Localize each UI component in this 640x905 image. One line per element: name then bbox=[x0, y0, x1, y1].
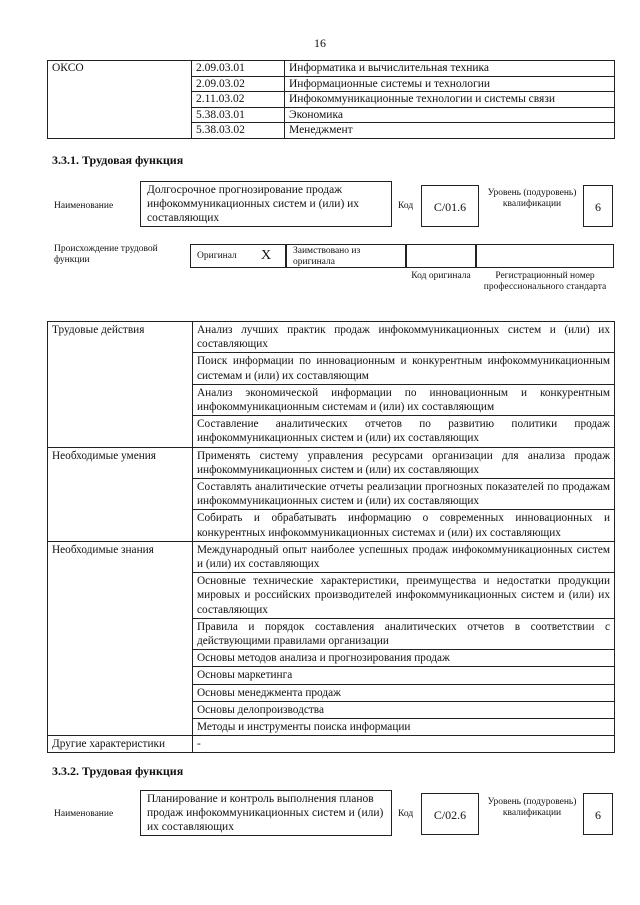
function-name-value: Долгосрочное прогнозирование продаж инфокоммуникационных систем и (или) их составляющих bbox=[147, 184, 360, 224]
reg-number-box bbox=[476, 244, 614, 268]
level-box bbox=[583, 185, 613, 227]
original-box bbox=[190, 244, 286, 268]
code-box bbox=[421, 185, 479, 227]
borrowed-box bbox=[286, 244, 406, 268]
function-name-box bbox=[140, 181, 392, 227]
page-number: 16 bbox=[314, 36, 326, 50]
category-label: Необходимые умения bbox=[48, 447, 193, 541]
labor-action: Поиск информации по инновационным и конкурентным инфокоммуникационным системам и (или) их составляющим bbox=[193, 353, 615, 384]
function-details-table bbox=[47, 321, 615, 753]
required-knowledge: Основные технические характеристики, преимущества и недостатки продукции мировых и российских производителей инфокоммуникационных систем и (или) их составляющих bbox=[193, 573, 615, 619]
level-label: Уровень (подуровень) квалификации bbox=[487, 188, 577, 209]
okso-name: Менеджмент bbox=[285, 123, 615, 139]
origin-label: Происхождение трудовой функции bbox=[54, 244, 158, 265]
required-knowledge: Международный опыт наиболее успешных продаж инфокоммуникационных систем и (или) их составляющих bbox=[193, 541, 615, 572]
original-label: Оригинал bbox=[197, 251, 237, 261]
labor-action: Составление аналитических отчетов по развитию политики продаж инфокоммуникационных систем и (или) их составляющих bbox=[193, 416, 615, 447]
required-knowledge: Методы и инструменты поиска информации bbox=[193, 719, 615, 736]
required-skill: Собирать и обрабатывать информацию о современных инновационных и конкурентных инфокоммуникационных системах и (или) их составляющих bbox=[193, 510, 615, 541]
section-heading: 3.3.1. Трудовая функция bbox=[52, 153, 184, 167]
labor-action: Анализ лучших практик продаж инфокоммуникационных систем и (или) их составляющих bbox=[193, 322, 615, 353]
function-name-box bbox=[140, 790, 392, 836]
okso-code: 5.38.03.01 bbox=[192, 107, 285, 123]
required-knowledge: Основы методов анализа и прогнозирования продаж bbox=[193, 650, 615, 667]
code-label: Код bbox=[398, 809, 414, 819]
code-label: Код bbox=[398, 201, 414, 211]
category-label: Трудовые действия bbox=[48, 322, 193, 448]
level-value: 6 bbox=[595, 200, 601, 214]
borrowed-label: Заимствовано из оригинала bbox=[293, 246, 361, 267]
labor-action: Анализ экономической информации по инновационным и конкурентным инфокоммуникационным системам и (или) их составляющим bbox=[193, 384, 615, 415]
okso-name: Инфокоммуникационные технологии и системы связи bbox=[285, 92, 615, 108]
original-code-box bbox=[406, 244, 476, 268]
okso-name: Информатика и вычислительная техника bbox=[285, 61, 615, 77]
function-name-value: Планирование и контроль выполнения планов продаж инфокоммуникационных систем и (или) их составляющих bbox=[147, 793, 384, 833]
reg-number-label: Регистрационный номер профессионального стандарта bbox=[483, 271, 607, 292]
code-value: C/01.6 bbox=[433, 200, 467, 214]
required-skill: Составлять аналитические отчеты реализации прогнозных показателей по продажам инфокоммуникационных систем и (или) их составляющих bbox=[193, 479, 615, 510]
okso-name: Экономика bbox=[285, 107, 615, 123]
okso-code: 5.38.03.02 bbox=[192, 123, 285, 139]
code-value: C/02.6 bbox=[433, 808, 467, 822]
original-code-label: Код оригинала bbox=[411, 271, 471, 281]
other-characteristics-value: - bbox=[193, 736, 615, 753]
category-label: Другие характеристики bbox=[48, 736, 193, 753]
required-skill: Применять систему управления ресурсами организации для анализа продаж инфокоммуникационных систем и (или) их составляющих bbox=[193, 447, 615, 478]
required-knowledge: Правила и порядок составления аналитических отчетов в соответствии с действующими правилами организации bbox=[193, 618, 615, 649]
required-knowledge: Основы маркетинга bbox=[193, 667, 615, 684]
code-box bbox=[421, 793, 479, 835]
required-knowledge: Основы менеджмента продаж bbox=[193, 684, 615, 701]
name-label: Наименование bbox=[54, 809, 114, 819]
level-value: 6 bbox=[595, 808, 601, 822]
okso-table bbox=[47, 60, 615, 139]
okso-name: Информационные системы и технологии bbox=[285, 76, 615, 92]
okso-code: 2.09.03.02 bbox=[192, 76, 285, 92]
okso-code: 2.09.03.01 bbox=[192, 61, 285, 77]
category-label: Необходимые знания bbox=[48, 541, 193, 735]
level-box bbox=[583, 793, 613, 835]
original-mark: X bbox=[261, 248, 272, 263]
okso-label: ОКСО bbox=[48, 61, 192, 139]
okso-code: 2.11.03.02 bbox=[192, 92, 285, 108]
required-knowledge: Основы делопроизводства bbox=[193, 701, 615, 718]
name-label: Наименование bbox=[54, 201, 114, 211]
level-label: Уровень (подуровень) квалификации bbox=[487, 797, 577, 818]
section-heading: 3.3.2. Трудовая функция bbox=[52, 764, 184, 778]
